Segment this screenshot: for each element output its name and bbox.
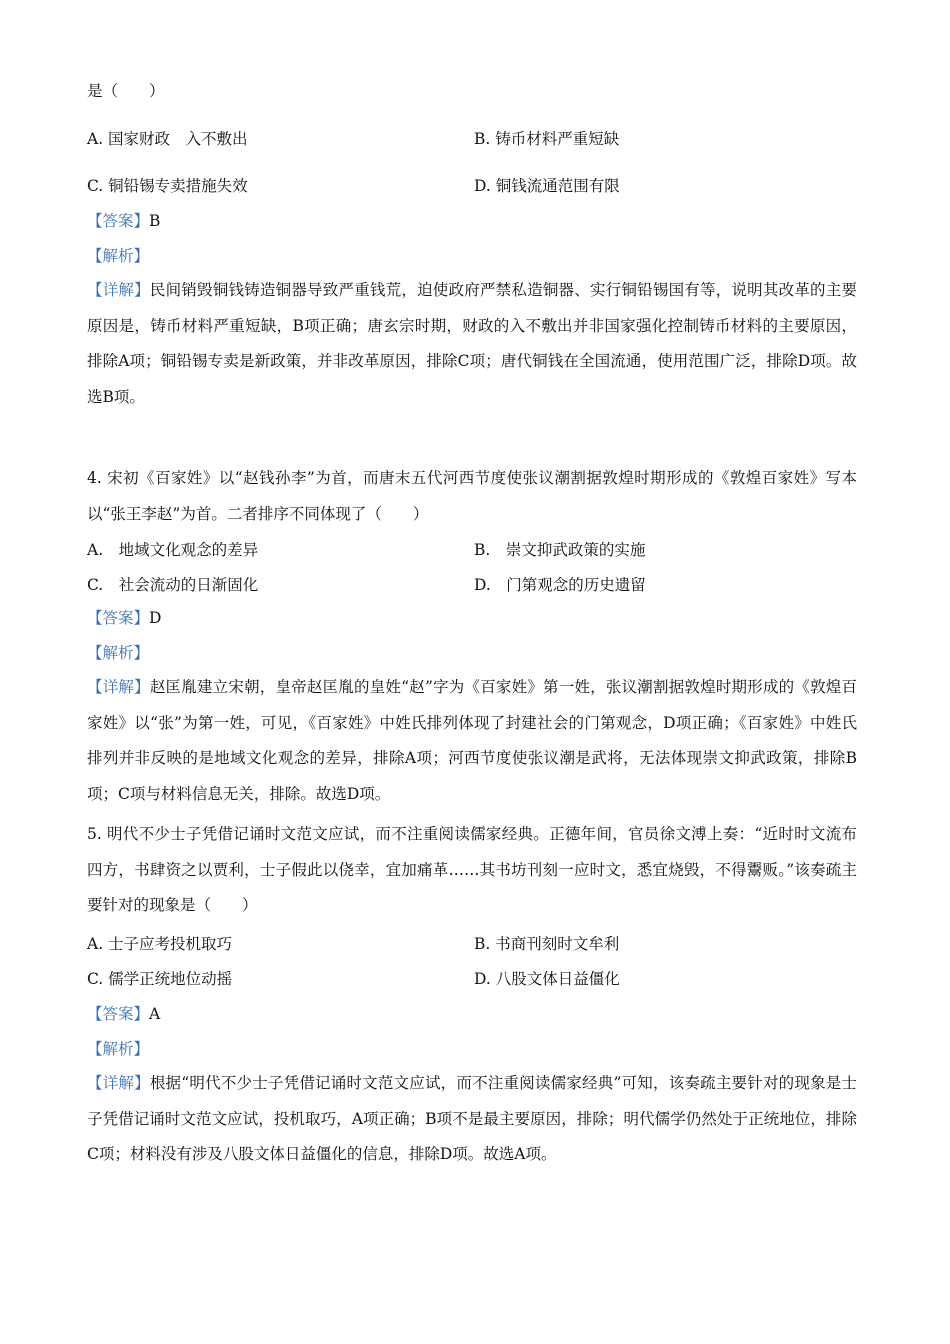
- question-5-option-d: D. 八股文体日益僵化: [474, 970, 620, 988]
- answer-value: B: [149, 212, 161, 230]
- question-5-option-c: C. 儒学正统地位动摇: [87, 970, 233, 988]
- analysis-tag: 【解析】: [87, 644, 150, 662]
- question-3-analysis: [87, 245, 149, 267]
- question-3-option-b: B. 铸币材料严重短缺: [474, 130, 620, 148]
- answer-tag: 【答案】: [87, 609, 150, 627]
- question-5-option-b: B. 书商刊刻时文牟利: [474, 935, 620, 953]
- question-3-stem-tail: 是（ ）: [87, 82, 165, 100]
- question-4-option-d: D. 门第观念的历史遗留: [474, 576, 646, 594]
- detail-text: 根据“明代不少士子凭借记诵时文范文应试，而不注重阅读儒家经典”可知，该奏疏主要针对的现象是士子凭借记诵时文范文应试，投机取巧，A项正确；B项不是最主要原因，排除；明代儒学仍然处于正统地位，排除C项；材料没有涉及八股文体日益僵化的信息，排除D项。故选A项。: [87, 1074, 857, 1163]
- question-4-analysis: [87, 642, 149, 664]
- detail-text: 赵匡胤建立宋朝，皇帝赵匡胤的皇姓“赵”字为《百家姓》第一姓，张议潮割据敦煌时期形成的《敦煌百家姓》以“张”为第一姓，可见，《百家姓》中姓氏排列体现了封建社会的门第观念，D项正确；《百家姓》中姓氏排列并非反映的是地域文化观念的差异，排除A项；河西节度使张议潮是武将，无法体现崇文抑武政策，排除B项；C项与材料信息无关，排除。故选D项。: [87, 678, 857, 803]
- analysis-tag: 【解析】: [87, 1040, 150, 1058]
- detail-text: 民间销毁铜钱铸造铜器导致严重钱荒，迫使政府严禁私造铜器、实行铜铅锡国有等，说明其改革的主要原因是，铸币材料严重短缺，B项正确；唐玄宗时期，财政的入不敷出并非国家强化控制铸币材料的主要原因，排除A项；铜铅锡专卖是新政策，并非改革原因，排除C项；唐代铜钱在全国流通，使用范围广泛，排除D项。故选B项。: [87, 281, 857, 406]
- question-5-answer: [87, 1003, 160, 1025]
- question-4-option-a: A. 地域文化观念的差异: [87, 541, 259, 559]
- question-5-stem: 5. 明代不少士子凭借记诵时文范文应试，而不注重阅读儒家经典。正德年间，官员徐文溥上奏：“近时时文流布四方，书肆资之以贾利，士子假此以侥幸，宜加痛革……其书坊刊刻一应时文，悉宜烧毁，不得鬻贩。”该奏疏主要针对的现象是（ ）: [87, 825, 857, 914]
- answer-tag: 【答案】: [87, 1005, 150, 1023]
- question-3-option-d: D. 铜钱流通范围有限: [474, 177, 620, 195]
- analysis-tag: 【解析】: [87, 247, 150, 265]
- question-3-detail: [87, 273, 857, 415]
- answer-value: D: [149, 609, 162, 627]
- question-4-answer: [87, 607, 161, 629]
- question-3-option-c: C. 铜铅锡专卖措施失效: [87, 177, 248, 195]
- answer-tag: 【答案】: [87, 212, 150, 230]
- detail-tag: 【详解】: [87, 678, 150, 696]
- question-4-stem: 4. 宋初《百家姓》以“赵钱孙李”为首，而唐末五代河西节度使张议潮割据敦煌时期形成的《敦煌百家姓》写本以“张王李赵”为首。二者排序不同体现了（ ）: [87, 469, 857, 523]
- detail-tag: 【详解】: [87, 281, 150, 299]
- question-4-option-c: C. 社会流动的日渐固化: [87, 576, 259, 594]
- question-5-detail: [87, 1066, 857, 1173]
- question-3-answer: [87, 210, 160, 232]
- answer-value: A: [149, 1005, 161, 1023]
- question-5-analysis: [87, 1038, 149, 1060]
- detail-tag: 【详解】: [87, 1074, 150, 1092]
- question-5-option-a: A. 士子应考投机取巧: [87, 935, 233, 953]
- question-4-option-b: B. 崇文抑武政策的实施: [474, 541, 646, 559]
- question-4-detail: [87, 670, 857, 812]
- question-3-option-a: A. 国家财政 入不敷出: [87, 130, 248, 148]
